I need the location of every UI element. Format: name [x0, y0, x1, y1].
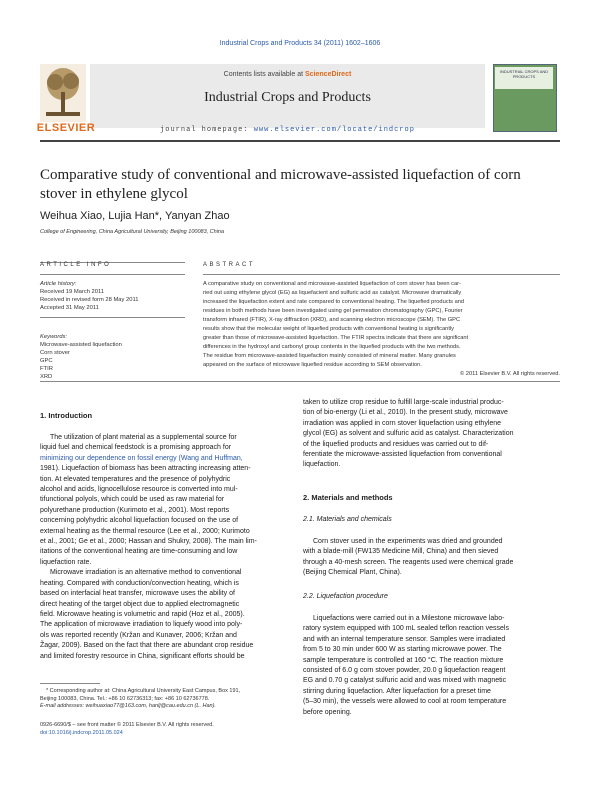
history-revised: Received in revised form 28 May 2011 — [40, 297, 139, 303]
issn-block — [40, 722, 290, 737]
body-line: tion of bio-energy (Li et al., 2010). In the present study, microwave — [303, 409, 508, 417]
body-line: Microwave irradiation is an alternative method to conventional — [50, 569, 242, 577]
history-accepted: Accepted 31 May 2011 — [40, 305, 99, 311]
keyword-item: GPC — [40, 358, 53, 364]
journal-title: Industrial Crops and Products — [204, 90, 371, 105]
keyword-item: XRD — [40, 374, 53, 380]
body-line: consisted of 6.0 g corn stover powder, 20.0 g liquefaction reagent — [303, 667, 506, 675]
footnote-line: Beijing 100083, China. Tel.: +86 10 62736313; fax: +86 10 62736778. — [40, 695, 210, 702]
body-line: before opening. — [303, 708, 352, 716]
intro-text — [40, 433, 282, 662]
body-line: Liquefactions were carried out in a Milestone microwave labo- — [313, 615, 505, 622]
article-info-rule — [40, 274, 185, 275]
body-line: liquefaction. — [303, 461, 341, 469]
body-line: The application of microwave irradiation to liquefy wood into poly- — [40, 621, 243, 629]
contents-prefix: Contents lists available at — [223, 71, 305, 78]
abstract-line: differences in the hydroxyl and carbonyl group contents in the liquefied products with the two methods. — [203, 344, 461, 350]
footnote-line: * Corresponding author at: China Agricultural University East Campus, Box 191, — [46, 688, 241, 694]
keywords-label: Keywords: — [40, 334, 68, 340]
body-line: (5–30 min), the vessels were allowed to cool at room temperature — [303, 698, 507, 706]
body-line: 1981). Liquefaction of biomass has been attracting increasing atten- — [40, 465, 251, 473]
body-line: Corn stover used in the experiments was dried and grounded — [313, 538, 503, 545]
abstract-line: appeared on the surface of microwave liquefied residue according to SEM observation. — [203, 362, 422, 368]
body-line: from 5 to 30 min under 600 W as starting microwave power. The — [303, 646, 502, 654]
body-line: ols was reported recently (Kržan and Kunaver, 2006; Kržan and — [40, 631, 237, 639]
body-line: and with an internal temperature sensor. Samples were irradiated — [303, 635, 506, 643]
abstract-line: The residue from microwave-assisted liquefaction mainly consisted of mineral matter. Many granules — [203, 353, 456, 359]
body-line: concerning polyhydric alcohol liquefaction focused on the use of — [40, 517, 239, 525]
body-line: taken to utilize crop residue to fulfill large-scale industrial produc- — [303, 399, 504, 406]
footnote — [40, 688, 282, 711]
section-2-heading: 2. Materials and methods — [303, 493, 393, 502]
contents-line — [90, 71, 485, 78]
body-line: sample temperature is controlled at 160 °C. The reaction mixture — [303, 656, 504, 664]
issn-line: 0926-6690/$ – see front matter © 2011 Elsevier B.V. All rights reserved. — [40, 722, 214, 728]
elsevier-tree-logo — [40, 64, 86, 122]
body-line-citation[interactable]: minimizing our dependence on fossil energy (Wang and Huffman, — [40, 454, 243, 462]
publisher-name: ELSEVIER — [36, 122, 96, 134]
abstract-text — [203, 280, 560, 379]
homepage-prefix: journal homepage: — [160, 126, 254, 134]
keyword-item: FTIR — [40, 366, 53, 372]
sciencedirect-link[interactable]: ScienceDirect — [305, 71, 352, 78]
article-title: Comparative study of conventional and microwave-assisted liquefaction of corn stover in ethylene glycol — [40, 167, 521, 202]
abstract-bottom-rule — [40, 381, 560, 382]
body-line: direct heating of the target object due to applied electromagnetic — [40, 600, 240, 608]
body-line: of the liquefied products and residues was carried out to dif- — [303, 440, 489, 448]
body-line: irradiation was applied in corn stover liquefaction using ethylene — [303, 419, 502, 427]
doi-link[interactable]: doi:10.1016/j.indcrop.2011.05.024 — [40, 729, 123, 736]
right-col-para-2 — [303, 537, 560, 579]
body-line: et al., 2001; Ge et al., 2000; Hassan and Shukry, 2008). The main lim- — [40, 538, 257, 546]
body-line: alcohol and acids, lignocellulose resource is converted into mul- — [40, 486, 238, 494]
abstract-line: increased the liquefaction extent and rate compared to conventional heating. The liquefied products and — [203, 299, 465, 305]
history-received: Received 19 March 2011 — [40, 289, 105, 295]
body-line: external heating as the thermal resource (Lee et al., 2000; Kurimoto — [40, 527, 250, 535]
journal-citation[interactable]: Industrial Crops and Products 34 (2011) 1602–1606 — [219, 40, 381, 47]
body-line: tion. At elevated temperatures and the presence of polyhydric — [40, 475, 231, 483]
abstract-line: results show that the molecular weight of liquefied products with conventional heating is significantly — [203, 326, 455, 332]
abstract-line: residues in both methods have been investigated using gel permeation chromatography (GPC), Fourier — [203, 308, 463, 314]
body-line: and limited forestry resource in China, significant efforts should be — [40, 652, 245, 660]
body-line: glycol (EG) as solvent and sulfuric acid as catalyst. Characterization — [303, 430, 514, 438]
abstract-rule — [203, 274, 560, 275]
article-affiliation: College of Engineering, China Agricultural University, Beijing 100083, China — [40, 229, 225, 235]
abstract-line: A comparative study on conventional and microwave-assisted liquefaction of corn stover has been car- — [203, 281, 461, 287]
body-line: itations of the conventional heating are time-consuming and low — [40, 548, 238, 556]
keyword-item: Microwave-assisted liquefaction — [40, 342, 122, 348]
article-history — [40, 280, 185, 312]
cover-title: INDUSTRIAL CROPS AND PRODUCTS — [495, 67, 553, 89]
section-1-heading: 1. Introduction — [40, 411, 93, 420]
homepage-link[interactable]: www.elsevier.com/locate/indcrop — [253, 126, 415, 134]
right-col-para-3 — [303, 614, 560, 718]
copyright: © 2011 Elsevier B.V. All rights reserved. — [460, 371, 560, 377]
footnote-rule — [40, 683, 100, 684]
body-line: through a 40-mesh screen. The reagents used were chemical grade — [303, 558, 514, 566]
abstract-line: ried out using ethylene glycol (EG) as liquefacient and sulfuric acid as catalyst. Microwave dramatically — [203, 290, 462, 296]
body-line: field. Microwave heating is volumetric and rapid (Hoz et al., 2005). — [40, 610, 245, 618]
body-line: The utilization of plant material as a supplemental source for — [50, 434, 237, 441]
body-line: stirring during liquefaction. After liquefaction for a preset time — [303, 687, 491, 695]
body-line: EG and 0.70 g catalyst sulfuric acid and was mixed with magnetic — [303, 677, 507, 685]
body-line: tifunctional polyols, which could be used as raw material for — [40, 496, 225, 504]
body-line: Žagar, 2009). Based on the fact that there are abundant crop residue — [40, 642, 254, 650]
body-line: liquid fuel and chemical feedstock is a promising approach for — [40, 444, 232, 452]
keywords-rule — [40, 317, 185, 318]
header-rule — [40, 140, 560, 142]
article-info-heading: ARTICLE INFO — [40, 262, 112, 268]
footnote-email[interactable]: E-mail addresses: weihuaxiao77@163.com, hanlj@cau.edu.cn (L. Han). — [40, 703, 216, 709]
history-label: Article history: — [40, 281, 77, 287]
body-line: heating. Compared with conduction/convection heating, which is — [40, 579, 239, 587]
body-line: (Beijing Chemical Plant, China). — [303, 569, 402, 577]
abstract-line: transform infrared (FTIR), X-ray diffraction (XRD), and scanning electron microscope (SEM). The GPC — [203, 317, 461, 323]
body-line: liquefaction rate. — [40, 558, 92, 566]
body-line: ratory system equipped with 100 mL sealed teflon reaction vessels — [303, 625, 509, 633]
body-line: ferentiate the microwave-assisted liquefaction from conventional — [303, 451, 502, 459]
right-col-para-1 — [303, 398, 560, 471]
article-authors: Weihua Xiao, Lujia Han*, Yanyan Zhao — [40, 210, 230, 222]
body-line: with a blade-mill (FW135 Medicine Mill, China) and then sieved — [303, 548, 499, 556]
abstract-line: greater than those of microwave-assisted liquefaction. The FTIR spectra indicate that there are significant — [203, 335, 469, 341]
body-line: based on interfacial heat transfer, microwave uses the ability of — [40, 590, 235, 598]
keywords-block — [40, 333, 185, 381]
section-2-2-heading: 2.2. Liquefaction procedure — [303, 593, 388, 600]
section-2-1-heading: 2.1. Materials and chemicals — [303, 516, 392, 523]
keyword-item: Corn stover — [40, 350, 70, 356]
journal-homepage — [90, 126, 485, 134]
abstract-heading: ABSTRACT — [203, 262, 256, 268]
body-line: polyurethane production (Kurimoto et al., 2001). Most reports — [40, 506, 230, 514]
